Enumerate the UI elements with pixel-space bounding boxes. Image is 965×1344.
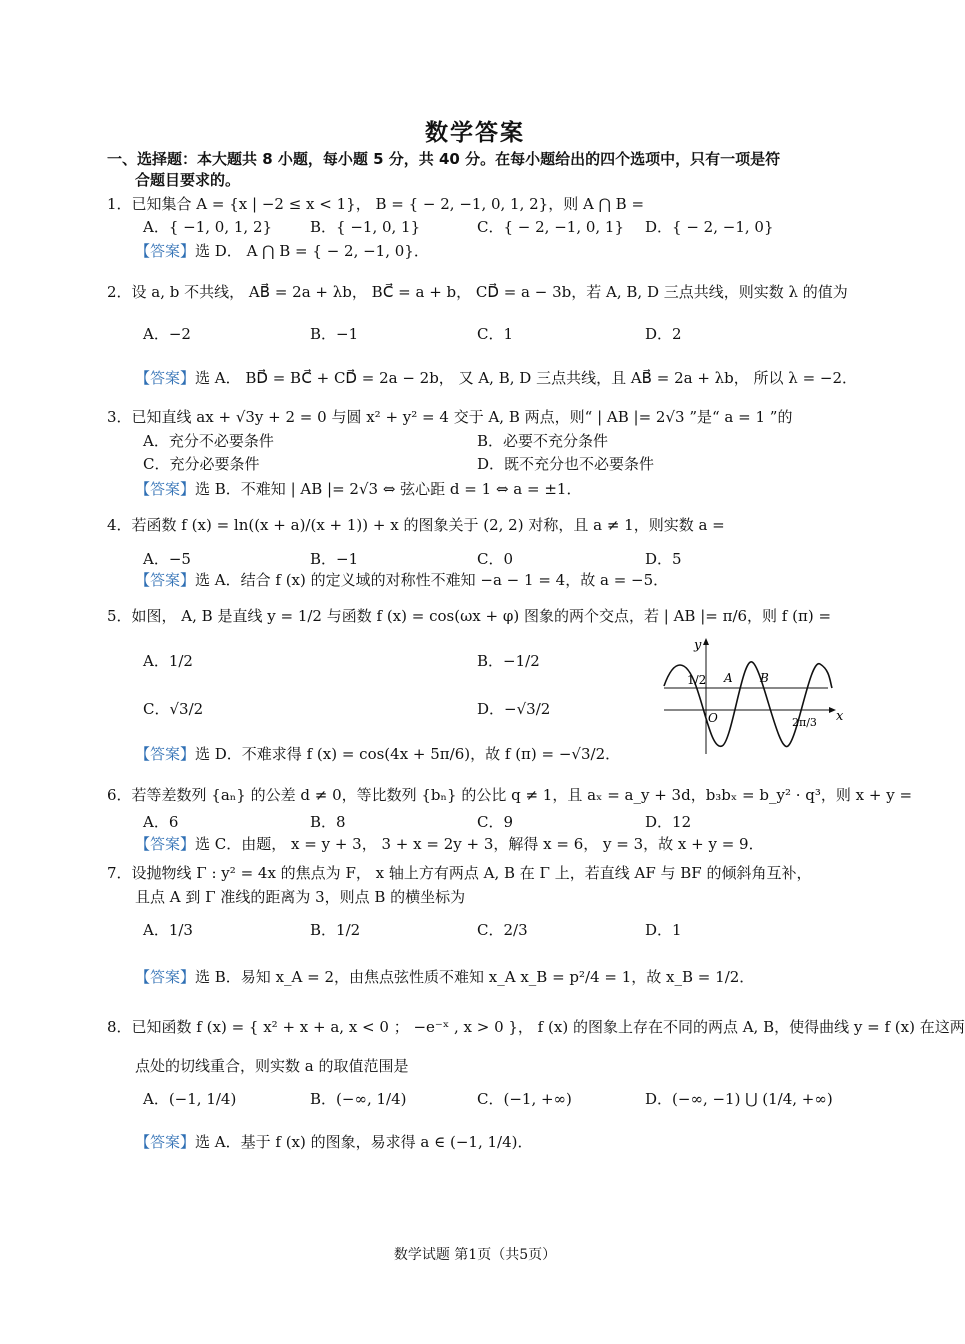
question-2-option-d: D．2 [645,325,682,343]
question-7-answer [135,968,754,986]
answer-tag: 【答案】 [135,835,196,853]
point-a-label: A [724,671,733,685]
question-1-stem: 1．已知集合 A = {x | −2 ≤ x < 1}， B = { − 2, −1, 0, 1, 2}，则 A ⋂ B = [107,195,645,213]
page-footer: 数学试题 第1页（共5页） [393,1247,557,1263]
question-7-option-d: D．1 [645,921,682,939]
question-3-answer [135,480,581,498]
answer-tag: 【答案】 [135,1133,196,1151]
question-4-stem: 4．若函数 f (x) = ln((x + a)/(x + 1)) + x 的图象关于 (2, 2) 对称，且 a ≠ 1，则实数 a = [107,516,725,534]
question-7-option-a: A．1/3 [143,921,193,939]
question-2-stem: 2．设 a, b 不共线， AB⃗ = 2a + λb， BC⃗ = a + b， CD⃗ = a − 3b，若 A, B, D 三点共线，则实数 λ 的值为 [107,283,848,301]
question-8-stem-line1: 8．已知函数 f (x) = { x² + x + a, x < 0 ； −e⁻ˣ , x > 0 }， f (x) 的图象上存在不同的两点 A, B，使得曲线 y = f (x) 在这两 [107,1018,965,1036]
answer-tag: 【答案】 [135,968,196,986]
question-2-option-a: A．−2 [143,325,191,343]
section-heading-line1: 一、选择题：本大题共 8 小题，每小题 5 分，共 40 分。在每小题给出的四个选项中，只有一项是符 [107,150,781,168]
question-4-option-d: D．5 [645,550,682,568]
question-5-option-d: D．−√3/2 [477,700,551,718]
question-3-option-a: A．充分不必要条件 [143,432,274,450]
question-8-option-a: A．(−1, 1/4) [143,1090,237,1108]
answer-tag: 【答案】 [135,242,196,260]
question-1-option-a: A．{ −1, 0, 1, 2} [143,218,273,236]
question-7-stem-line1: 7．设抛物线 Γ : y² = 4x 的焦点为 F， x 轴上方有两点 A, B 在 Γ 上，若直线 AF 与 BF 的倾斜角互补， [107,864,812,882]
answer-text: 选 A． BD⃗ = BC⃗ + CD⃗ = 2a − 2b， 又 A, B, D 三点共线，且 AB⃗ = 2a + λb， 所以 λ = −2． [195,369,858,387]
question-2-answer [135,369,857,387]
question-5-stem: 5．如图， A, B 是直线 y = 1/2 与函数 f (x) = cos(ωx + φ) 图象的两个交点，若 | AB |= π/6，则 f (π) = [107,607,832,625]
question-1-option-b: B．{ −1, 0, 1} [310,218,421,236]
question-6-option-d: D．12 [645,813,692,831]
cosine-graph-figure [660,636,842,756]
question-2-option-c: C．1 [477,325,514,343]
question-3-option-c: C．充分必要条件 [143,455,260,473]
question-6-option-a: A．6 [143,813,179,831]
question-4-answer [135,571,668,589]
question-1-option-d: D．{ − 2, −1, 0} [645,218,774,236]
question-4-option-b: B．−1 [310,550,359,568]
x-axis-arrow-icon [829,707,836,713]
question-3-option-b: B．必要不充分条件 [477,432,609,450]
question-6-stem: 6．若等差数列 {aₙ} 的公差 d ≠ 0，等比数列 {bₙ} 的公比 q ≠ 1，且 aₓ = a_y + 3d，b₃bₓ = b_y² · q³，则 x + y = [107,786,913,804]
question-2-option-b: B．−1 [310,325,359,343]
answer-text: 选 B．易知 x_A = 2，由焦点弦性质不难知 x_A x_B = p²/4 = 1，故 x_B = 1/2． [195,968,755,986]
page-title: 数学答案 [425,120,525,146]
answer-text: 选 A．结合 f (x) 的定义域的对称性不难知 −a − 1 = 4，故 a = −5． [195,571,669,589]
question-7-option-c: C．2/3 [477,921,528,939]
question-8-stem-line2: 点处的切线重合，则实数 a 的取值范围是 [135,1057,409,1075]
section-heading-line2: 合题目要求的。 [135,171,241,189]
question-7-stem-line2: 且点 A 到 Γ 准线的距离为 3，则点 B 的横坐标为 [135,888,466,906]
question-6-option-b: B．8 [310,813,346,831]
question-5-option-c: C．√3/2 [143,700,204,718]
question-3-stem: 3．已知直线 ax + √3y + 2 = 0 与圆 x² + y² = 4 交于 A, B 两点，则“ | AB |= 2√3 ”是“ a = 1 ”的 [107,408,793,426]
question-8-option-c: C．(−1, +∞) [477,1090,572,1108]
answer-text: 选 A．基于 f (x) 的图象，易求得 a ∈ (−1, 1/4)． [195,1133,533,1151]
question-4-option-c: C．0 [477,550,514,568]
answer-tag: 【答案】 [135,745,196,763]
question-3-option-d: D．既不充分也不必要条件 [477,455,655,473]
question-8-answer [135,1133,532,1151]
question-6-answer [135,835,764,853]
answer-text: 选 B．不难知 | AB |= 2√3 ⇔ 弦心距 d = 1 ⇔ a = ±1． [195,480,582,498]
question-5-option-b: B．−1/2 [477,652,540,670]
question-1-option-c: C．{ − 2, −1, 0, 1} [477,218,625,236]
origin-label: O [708,711,718,725]
question-6-option-c: C．9 [477,813,514,831]
question-8-option-b: B．(−∞, 1/4) [310,1090,407,1108]
question-5-option-a: A．1/2 [143,652,193,670]
question-8-option-d: D．(−∞, −1) ⋃ (1/4, +∞) [645,1090,833,1108]
answer-tag: 【答案】 [135,369,196,387]
question-4-option-a: A．−5 [143,550,191,568]
point-b-label: B [760,671,769,685]
question-5-answer [135,745,620,763]
answer-text: 选 C．由题， x = y + 3， 3 + x = 2y + 3，解得 x = 6， y = 3，故 x + y = 9． [195,835,764,853]
y-axis-arrow-icon [703,638,709,645]
two-pi-third-tick-label: 2π/3 [792,716,817,729]
question-1-answer [135,242,429,260]
x-axis-label: x [836,709,844,724]
y-axis-label: y [694,638,702,653]
answer-tag: 【答案】 [135,571,196,589]
answer-text: 选 D． A ⋂ B = { − 2, −1, 0}． [195,242,429,260]
answer-text: 选 D．不难求得 f (x) = cos(4x + 5π/6)，故 f (π) = −√3/2． [195,745,621,763]
answer-tag: 【答案】 [135,480,196,498]
half-tick-label: 1/2 [687,673,707,687]
question-7-option-b: B．1/2 [310,921,361,939]
